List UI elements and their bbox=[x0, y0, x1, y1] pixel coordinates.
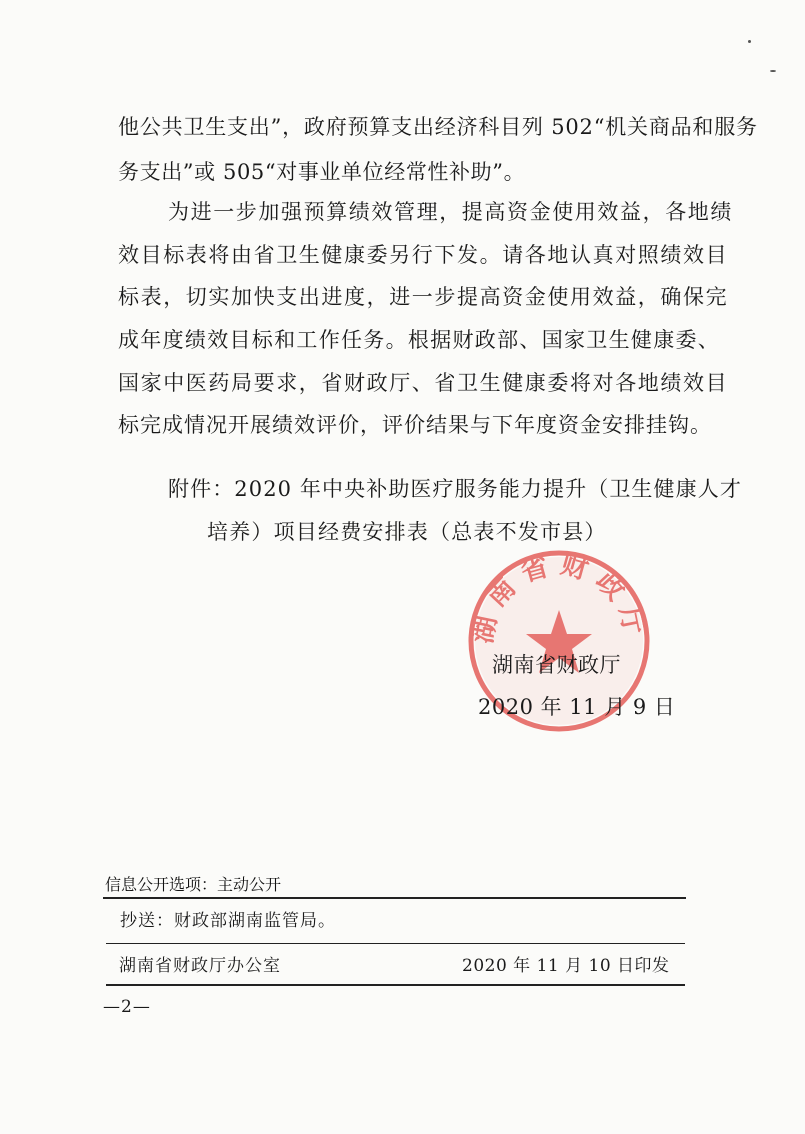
body-para2-line3: 标表，切实加快支出进度，进一步提高资金使用效益，确保完 bbox=[118, 285, 729, 309]
attachment-line2: 培养）项目经费安排表（总表不发市县） bbox=[207, 520, 607, 544]
body-para1-line1: 他公共卫生支出”，政府预算支出经济科目列 502“机关商品和服务 bbox=[118, 115, 758, 139]
attachment-line1: 附件：2020 年中央补助医疗服务能力提升（卫生健康人才 bbox=[168, 477, 742, 501]
print-date: 2020 年 11 月 10 日印发 bbox=[462, 956, 670, 976]
body-para2-line2: 效目标表将由省卫生健康委另行下发。请各地认真对照绩效目 bbox=[118, 243, 729, 267]
page-number: —2— bbox=[103, 997, 151, 1017]
footer-divider-middle bbox=[106, 943, 685, 944]
body-para2-line5: 国家中医药局要求，省财政厅、省卫生健康委将对各地绩效目 bbox=[118, 371, 729, 395]
issuer-name: 湖南省财政厅 bbox=[492, 653, 621, 677]
disclosure-option: 信息公开选项：主动公开 bbox=[105, 875, 282, 894]
issuing-office: 湖南省财政厅办公室 bbox=[119, 956, 281, 976]
scan-speck bbox=[748, 40, 751, 43]
scan-speck bbox=[770, 70, 776, 72]
footer-divider-bottom bbox=[106, 984, 685, 986]
body-para2-line6: 标完成情况开展绩效评价，评价结果与下年度资金安排挂钩。 bbox=[118, 413, 712, 437]
footer-divider-top bbox=[103, 897, 686, 899]
body-para2-line1: 为进一步加强预算绩效管理，提高资金使用效益，各地绩 bbox=[168, 200, 733, 224]
seal-text: 湖南省财政厅 bbox=[467, 548, 651, 647]
body-para2-line4: 成年度绩效目标和工作任务。根据财政部、国家卫生健康委、 bbox=[118, 328, 721, 352]
issue-date: 2020 年 11 月 9 日 bbox=[478, 695, 676, 719]
body-para1-line2: 务支出”或 505“对事业单位经常性补助”。 bbox=[118, 160, 526, 184]
cc-recipients: 抄送：财政部湖南监管局。 bbox=[120, 911, 336, 931]
